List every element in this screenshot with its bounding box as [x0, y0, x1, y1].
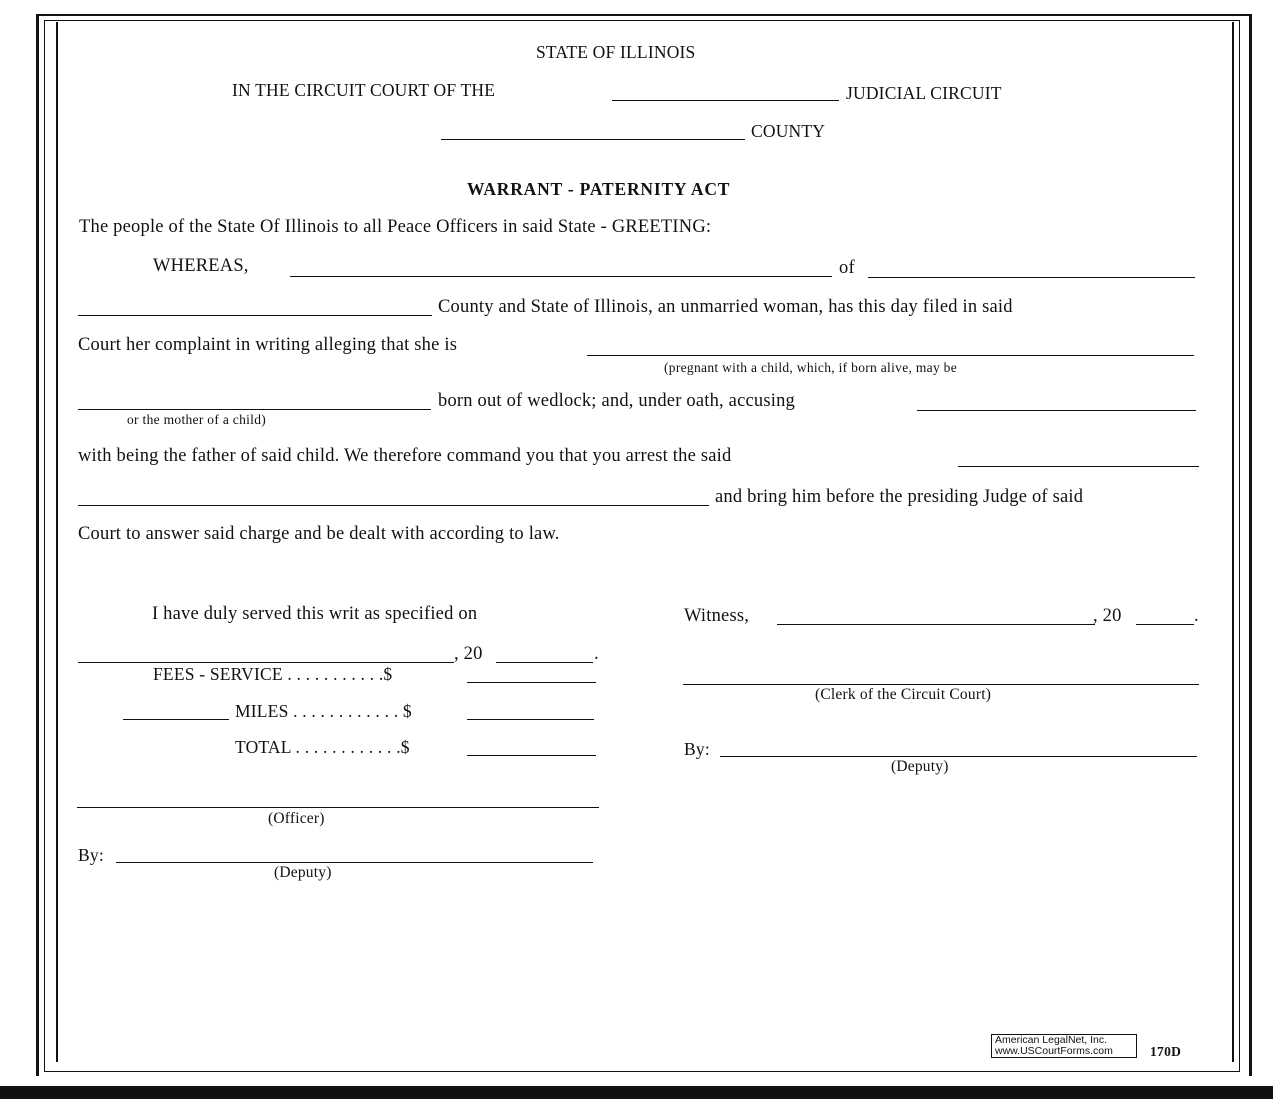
document-title: WARRANT - PATERNITY ACT: [467, 179, 731, 199]
witness-by-label: By:: [684, 739, 710, 759]
total-fee-field[interactable]: [467, 755, 596, 756]
allegation-continued-field[interactable]: [78, 409, 431, 410]
father-text: with being the father of said child. We therefore command you that you arrest the said: [78, 446, 732, 466]
clerk-label: (Clerk of the Circuit Court): [815, 686, 992, 703]
bring-text: and bring him before the presiding Judge of said: [715, 487, 1084, 507]
court-prefix: IN THE CIRCUIT COURT OF THE: [232, 80, 496, 100]
fees-service-label: FEES - SERVICE . . . . . . . . . . .$: [153, 664, 393, 684]
form-number: 170D: [1150, 1044, 1182, 1059]
clerk-signature-field[interactable]: [683, 684, 1199, 685]
officer-label: (Officer): [268, 810, 325, 827]
witness-deputy-signature-field[interactable]: [720, 756, 1197, 757]
witness-label: Witness,: [684, 606, 750, 626]
witness-name-field[interactable]: [777, 624, 1095, 625]
scan-bottom-edge: [0, 1086, 1273, 1099]
witness-period: .: [1194, 606, 1199, 626]
county-name-field[interactable]: [441, 139, 745, 140]
witness-year-field[interactable]: [1136, 624, 1194, 625]
of-label: of: [839, 258, 855, 278]
fees-service-field[interactable]: [467, 682, 596, 683]
county-field[interactable]: [78, 315, 432, 316]
service-date-period: .: [594, 644, 599, 664]
answer-text: Court to answer said charge and be dealt with according to law.: [78, 524, 560, 544]
served-text: I have duly served this writ as specified on: [152, 604, 478, 624]
miles-count-field[interactable]: [123, 719, 229, 720]
service-deputy-label: (Deputy): [274, 864, 332, 881]
county-label: COUNTY: [751, 121, 826, 141]
pregnant-note: (pregnant with a child, which, if born alive, may be: [664, 360, 958, 375]
service-by-label: By:: [78, 845, 104, 865]
allegation-field[interactable]: [587, 355, 1194, 356]
service-deputy-signature-field[interactable]: [116, 862, 593, 863]
county-state-text: County and State of Illinois, an unmarried woman, has this day filed in said: [438, 297, 1013, 317]
accused-name-field[interactable]: [917, 410, 1196, 411]
miles-label: MILES . . . . . . . . . . . . $: [235, 701, 412, 721]
complainant-residence-field[interactable]: [868, 277, 1195, 278]
publisher-website: www.USCourtForms.com: [995, 1045, 1113, 1057]
born-out-text: born out of wedlock; and, under oath, accusing: [438, 391, 796, 411]
mother-note: or the mother of a child): [127, 412, 267, 427]
total-label: TOTAL . . . . . . . . . . . .$: [235, 737, 410, 757]
arrest-name-continued-field[interactable]: [78, 505, 709, 506]
judicial-circuit-label: JUDICIAL CIRCUIT: [846, 83, 1002, 103]
whereas-label: WHEREAS,: [153, 256, 249, 276]
complaint-text: Court her complaint in writing alleging that she is: [78, 335, 458, 355]
service-year-field[interactable]: [496, 662, 593, 663]
officer-signature-field[interactable]: [77, 807, 599, 808]
witness-deputy-label: (Deputy): [891, 758, 949, 775]
greeting-text: The people of the State Of Illinois to all Peace Officers in said State - GREETING:: [79, 217, 712, 237]
circuit-number-field[interactable]: [612, 100, 839, 101]
service-year-prefix: , 20: [454, 644, 483, 664]
miles-fee-field[interactable]: [467, 719, 594, 720]
arrest-name-field[interactable]: [958, 466, 1199, 467]
witness-year-prefix: , 20: [1093, 606, 1122, 626]
publisher-stamp: [991, 1034, 1137, 1058]
complainant-name-field[interactable]: [290, 276, 832, 277]
publisher-name: American LegalNet, Inc.: [995, 1034, 1108, 1046]
state-heading: STATE OF ILLINOIS: [536, 42, 696, 62]
service-date-field[interactable]: [78, 662, 454, 663]
